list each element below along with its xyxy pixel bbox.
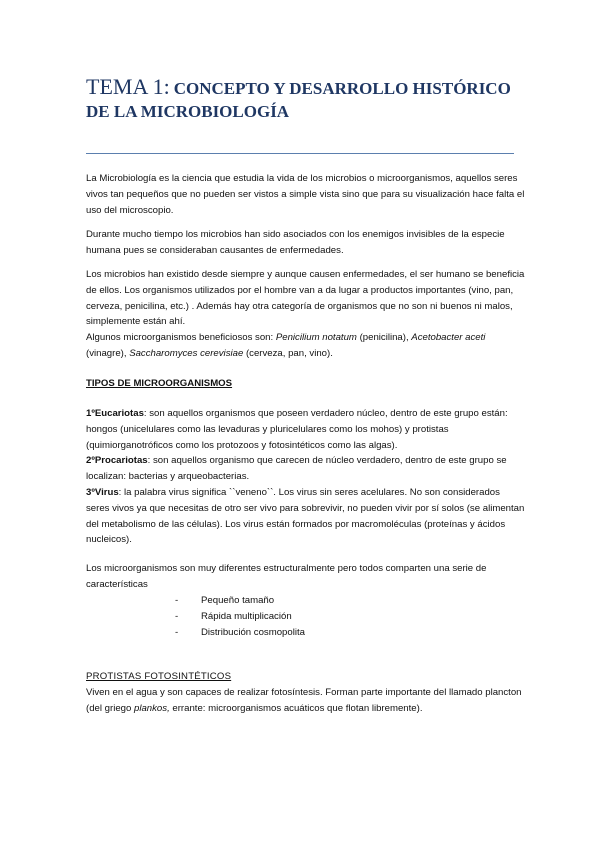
section-heading-tipos xyxy=(86,376,526,392)
tipo-item xyxy=(86,406,526,453)
title-divider xyxy=(86,153,514,154)
bullet-marker: - xyxy=(175,595,179,606)
paragraph-history xyxy=(86,227,526,259)
list-item xyxy=(175,625,435,641)
protistas-text: Viven en el agua y son capaces de realizar fotosíntesis. Forman parte importante del llamado plancton (del griego xyxy=(86,687,522,715)
tipo-name: Eucariotas xyxy=(94,408,144,419)
list-item-text: Distribución cosmopolita xyxy=(201,627,305,639)
title-text: CONCEPTO Y DESARROLLO HISTÓRICO DE LA MICROBIOLOGÍA xyxy=(86,79,511,121)
organism-name: Saccharomyces cerevisiae xyxy=(129,347,244,359)
tipo-name: Procariotas xyxy=(94,455,148,467)
list-item-text: Pequeño tamaño xyxy=(201,595,275,606)
bullet-marker: - xyxy=(175,627,179,639)
organism-name: Penicilium notatum xyxy=(275,332,357,344)
examples-intro: Algunos microorganismos beneficiosos son: xyxy=(86,332,276,344)
tipo-name: Virus xyxy=(94,486,119,498)
paragraph-text: La Microbiología es la ciencia que estudia la vida de los microbios o microorganismos, aquellos seres vivos tan pequeños que no pueden ser vistos a simple vista sino que para su visualización hace falta el uso del microscopio. xyxy=(86,173,525,217)
tipo-number: 2º xyxy=(86,455,95,467)
paragraph-text xyxy=(86,685,526,717)
bullet-marker: - xyxy=(175,611,179,623)
paragraph-benefits xyxy=(86,267,526,362)
tipo-text: : son aquellos organismo que carecen de núcleo verdadero, dentro de este grupo se localizan: bacterias y arqueobacterias. xyxy=(86,455,507,483)
paragraph-text: Durante mucho tiempo los microbios han sido asociados con los enemigos invisibles de la especie humana pues se consideraban causantes de enfermedades. xyxy=(86,229,505,257)
paragraph-text: Los microorganismos son muy diferentes estructuralmente pero todos comparten una serie de características xyxy=(86,563,487,591)
tipo-number: 3º xyxy=(86,486,95,498)
list-item-text: Rápida multiplicación xyxy=(201,611,292,623)
tipo-item xyxy=(86,453,526,485)
section-heading: PROTISTAS FOTOSINTÉTICOS xyxy=(86,671,232,682)
tipo-item xyxy=(86,485,526,548)
examples-text: (vinagre), xyxy=(86,347,130,359)
list-item xyxy=(175,593,435,609)
tipo-number: 1º xyxy=(86,408,95,419)
list-item xyxy=(175,609,435,625)
protistas-text: errante: microorganismos acuáticos que flotan libremente). xyxy=(169,703,423,715)
examples-text: (cerveza, pan, vino). xyxy=(243,347,333,359)
title-lead: TEMA 1: xyxy=(86,74,170,99)
caracteristicas-list xyxy=(175,593,435,642)
paragraph-caracteristicas xyxy=(86,561,526,593)
paragraph-definition xyxy=(86,171,526,219)
tipo-text: : son aquellos organismos que poseen verdadero núcleo, dentro de este grupo están: hongos (unicelulares como las levaduras y pluricelulares como los mohos) y protistas (quimiorganotróficos como los protozoos y fotosintéticos como las algas). xyxy=(86,408,508,451)
section-protistas xyxy=(86,669,526,717)
section-heading: TIPOS DE MICROORGANISMOS xyxy=(86,378,233,389)
examples-text: (penicilina), xyxy=(356,332,412,344)
paragraph-text: Los microbios han existido desde siempre y aunque causen enfermedades, el ser humano se beneficia de ellos. Los organismos utilizados por el hombre van a da lugar a productos importantes (vino, pan, cerveza, penicilina, etc.) . Además hay otra categoría de organismos que no son ni buenos ni malos, simplemente están ahí. xyxy=(86,269,525,328)
page-title xyxy=(86,76,526,124)
tipo-text: : la palabra virus significa ``veneno``. Los virus sin seres acelulares. No son considerados seres vivos ya que necesitas de otro ser vivo para sobrevivir, no pueden vivir por sí solos (se alimentan del metabolismo de las células). Los virus están formados por macromoléculas (proteínas y ácidos nucleicos). xyxy=(86,486,525,546)
protistas-italic: plankos, xyxy=(134,703,170,715)
paragraph-examples xyxy=(86,330,526,362)
organism-name: Acetobacter aceti xyxy=(411,332,486,344)
tipos-list xyxy=(86,406,526,548)
